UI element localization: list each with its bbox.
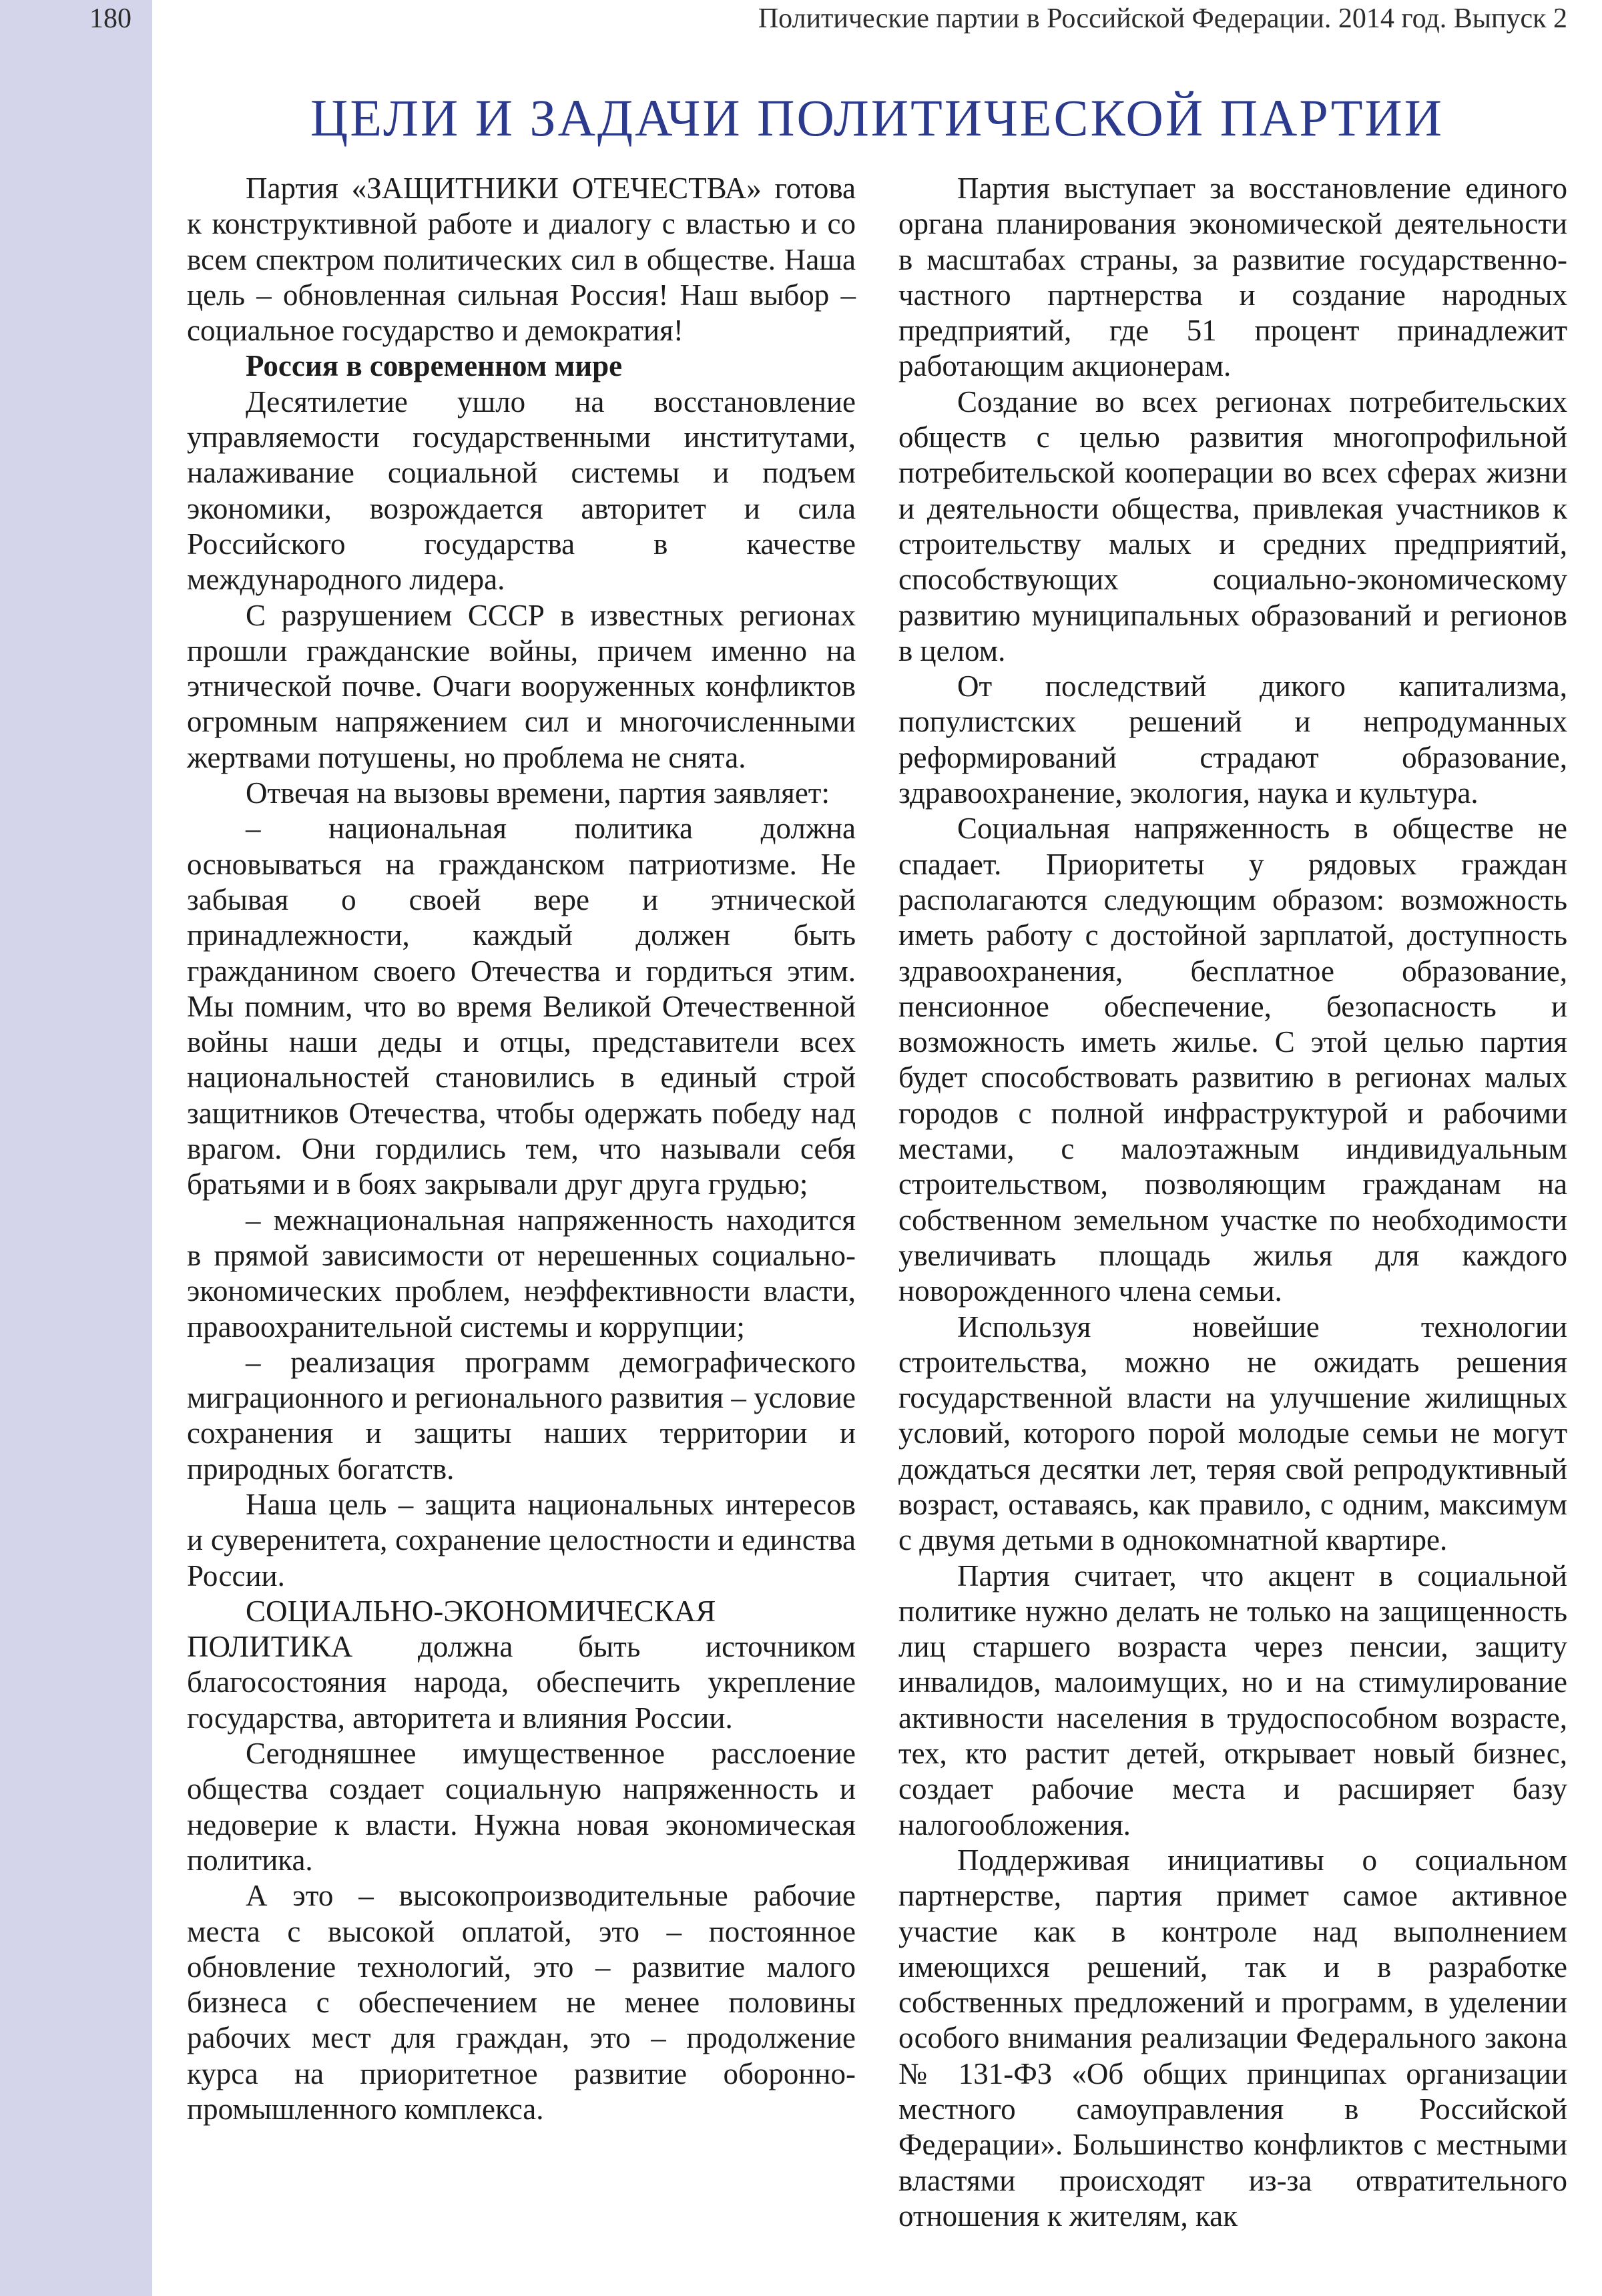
paragraph: Используя новейшие технологии строительства, можно не ожидать решения государственной власти на улучшение жилищных условий, которого порой молодые семьи не могут дождаться десятки лет, теряя свой репродуктивный возраст, оставаясь, как правило, с одним, максимум с двумя детьми в однокомнатной квартире. [898, 1310, 1567, 1557]
running-header: Политические партии в Российской Федерации. 2014 год. Выпуск 2 [758, 3, 1567, 34]
paragraph: Отвечая на вызовы времени, партия заявляет: [246, 776, 830, 810]
page-margin-band [0, 0, 152, 2296]
page-number: 180 [89, 3, 131, 34]
paragraph: СОЦИАЛЬНО-ЭКОНОМИЧЕСКАЯ ПОЛИТИКА должна быть источником благосостояния народа, обеспечить укрепление государства, авторитета и влияния России. [187, 1594, 856, 1735]
page-title: ЦЕЛИ И ЗАДАЧИ ПОЛИТИЧЕСКОЙ ПАРТИИ [310, 89, 1444, 147]
paragraph: – реализация программ демографического миграционного и регионального развития – условие сохранения и защиты наших территории и природных богатств. [187, 1345, 856, 1486]
paragraph: Партия выступает за восстановление единого органа планирования экономической деятельности в масштабах страны, за развитие государственно-частного партнерства и создание народных предприятий, где 51 процент принадлежит работающим акционерам. [898, 172, 1567, 383]
paragraph: Социальная напряженность в обществе не спадает. Приоритеты у рядовых граждан располагаются следующим образом: возможность иметь работу с достойной зарплатой, доступность здравоохранения, бесплатное образование, пенсионное обеспечение, безопасность и возможность иметь жилье. С этой целью партия будет способствовать развитию в регионах малых городов с полной инфраструктурой и рабочими местами, с малоэтажным индивидуальным строительством, позволяющим гражданам на собственном земельном участке по необходимости увеличивать площадь жилья для каждого новорожденного члена семьи. [898, 812, 1567, 1308]
paragraph: Партия считает, что акцент в социальной политике нужно делать не только на защищенность лиц старшего возраста через пенсии, защиту инвалидов, малоимущих, но и на стимулирование активности населения в трудоспособном возрасте, тех, кто растит детей, открывает новый бизнес, создает рабочие места и расширяет базу налогообложения. [898, 1558, 1567, 1841]
paragraph: – национальная политика должна основываться на гражданском патриотизме. Не забывая о своей вере и этнической принадлежности, каждый должен быть гражданином своего Отечества и гордиться этим. Мы помним, что во время Великой Отечественной войны наши деды и отцы, представители всех национальностей становились в единый строй защитников Отечества, чтобы одержать победу над врагом. Они гордились тем, что называли себя братьями и в боях закрывали друг друга грудью; [187, 812, 856, 1201]
paragraph: – межнациональная напряженность находится в прямой зависимости от нерешенных социально-экономических проблем, неэффективности власти, правоохранительной системы и коррупции; [187, 1203, 856, 1344]
paragraph: Создание во всех регионах потребительских обществ с целью развития многопрофильной потребительской кооперации во всех сферах жизни и деятельности общества, привлекая участников к строительству малых и средних предприятий, способствующих социально-экономическому развитию муниципальных образований и регионов в целом. [898, 384, 1567, 667]
paragraph: С разрушением СССР в известных регионах прошли гражданские войны, причем именно на этнической почве. Очаги вооруженных конфликтов огромным напряжением сил и многочисленными жертвами потушены, но проблема не снята. [187, 598, 856, 774]
paragraph: Сегодняшнее имущественное расслоение общества создает социальную напряженность и недоверие к власти. Нужна новая экономическая политика. [187, 1737, 856, 1877]
paragraph: Партия «ЗАЩИТНИКИ ОТЕЧЕСТВА» готова к конструктивной работе и диалогу с властью и со всем спектром политических сил в обществе. Наша цель – обновленная сильная Россия! Наш выбор – социальное государство и демократия! [187, 172, 856, 348]
section-subheading: Россия в современном мире [246, 349, 623, 383]
paragraph: Десятилетие ушло на восстановление управляемости государственными институтами, налаживание социальной системы и подъем экономики, возрождается авторитет и сила Российского государства в качестве международного лидера. [187, 384, 856, 597]
paragraph: Наша цель – защита национальных интересов и суверенитета, сохранение целостности и единства России. [187, 1487, 856, 1593]
paragraph: От последствий дикого капитализма, популистских решений и непродуманных реформирований страдают образование, здравоохранение, экология, наука и культура. [898, 669, 1567, 810]
paragraph: А это – высокопроизводительные рабочие места с высокой оплатой, это – постоянное обновление технологий, это – развитие малого бизнеса с обеспечением не менее половины рабочих мест для граждан, это – продолжение курса на приоритетное развитие оборонно-промышленного комплекса. [187, 1879, 856, 2126]
left-column [187, 171, 856, 2127]
paragraph: Поддерживая инициативы о социальном партнерстве, партия примет самое активное участие как в контроле над выполнением имеющихся решений, так и в разработке собственных предложений и программ, в уделении особого внимания реализации Федерального закона № 131-ФЗ «Об общих принципах организации местного самоуправления в Российской Федерации». Большинство конфликтов с местными властями происходят из-за отвратительного отношения к жителям, как [898, 1843, 1567, 2233]
right-column [898, 171, 1567, 2234]
